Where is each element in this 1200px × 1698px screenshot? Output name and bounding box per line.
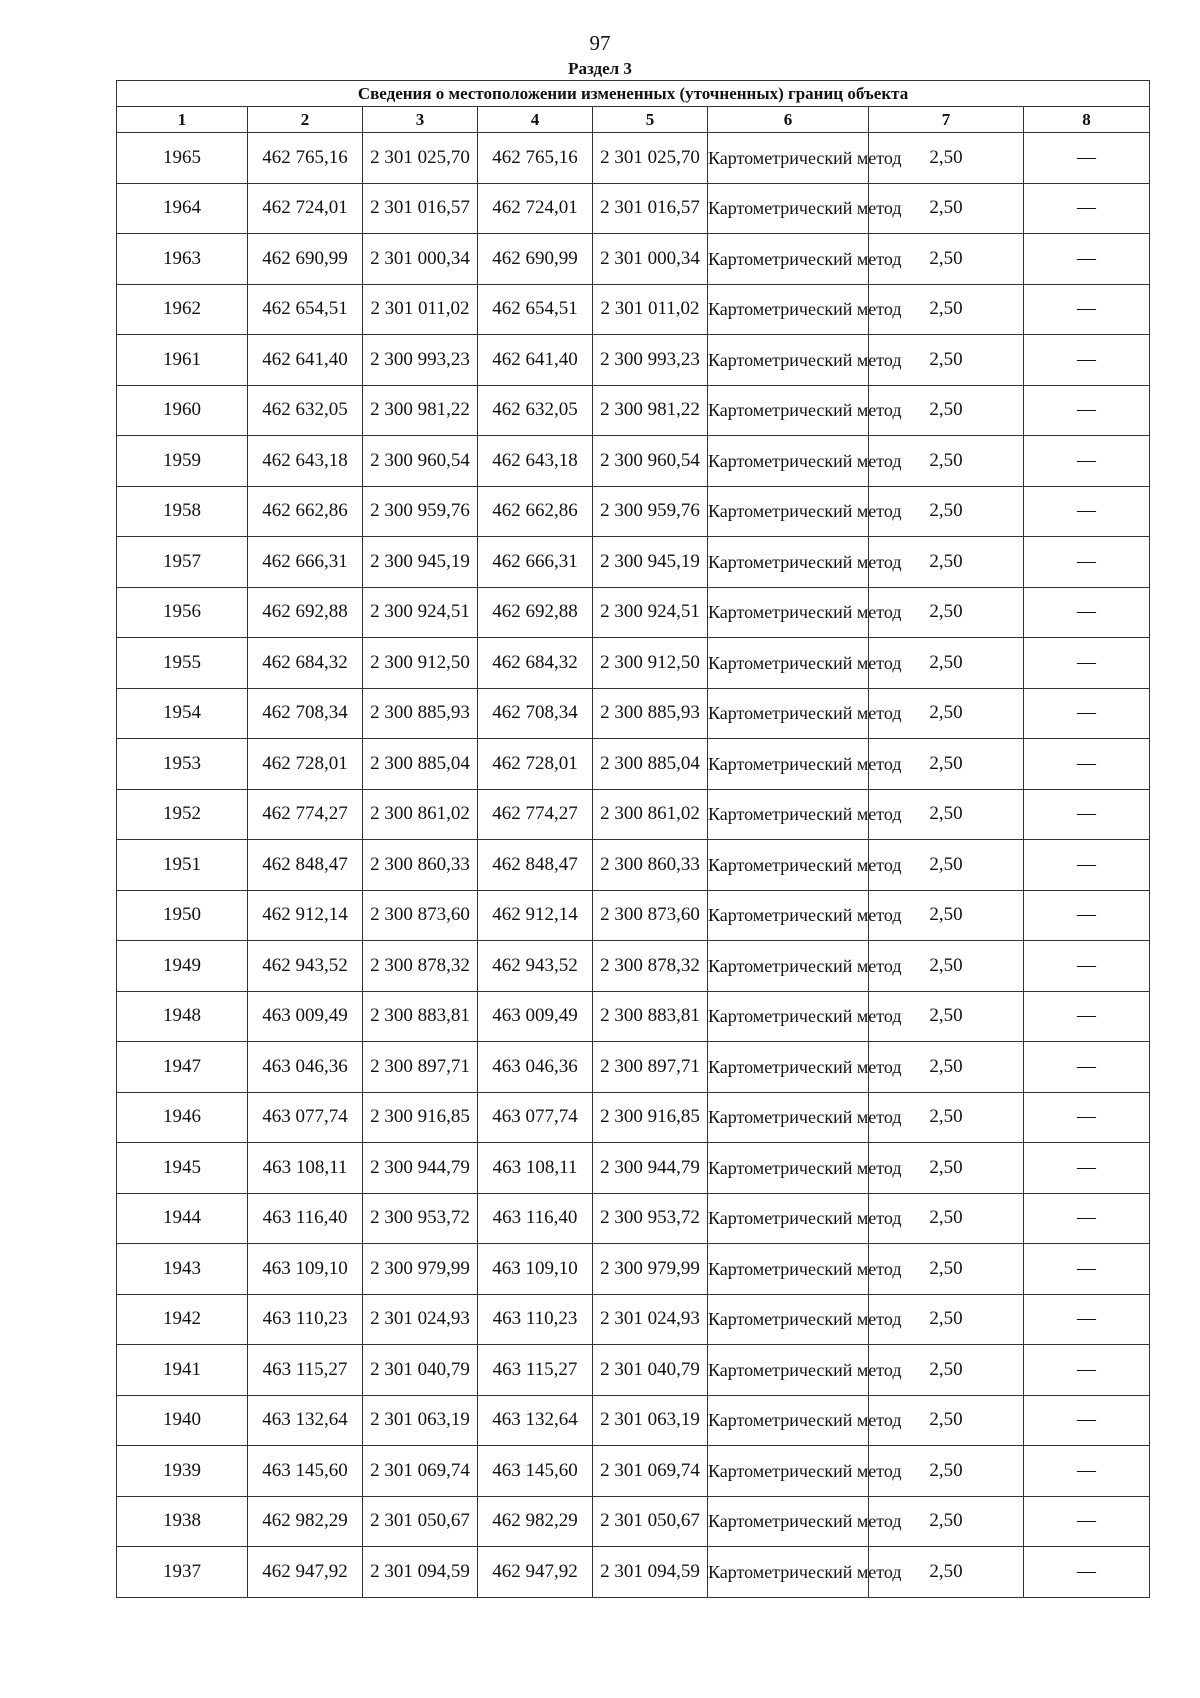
method-cell: Картометрический метод: [708, 638, 869, 689]
note-cell: —: [1024, 941, 1150, 992]
method-cell: Картометрический метод: [708, 1547, 869, 1598]
existing-x-cell: 462 684,32: [248, 638, 363, 689]
refined-x-cell: 463 109,10: [478, 1244, 593, 1295]
accuracy-cell: 2,50: [869, 587, 1024, 638]
refined-x-cell: 463 108,11: [478, 1143, 593, 1194]
existing-y-cell: 2 301 016,57: [363, 183, 478, 234]
table-row: [117, 335, 1150, 386]
point-number-cell: 1964: [117, 183, 248, 234]
note-cell: —: [1024, 789, 1150, 840]
note-cell: —: [1024, 1042, 1150, 1093]
point-number-cell: 1951: [117, 840, 248, 891]
refined-x-cell: 462 724,01: [478, 183, 593, 234]
note-cell: —: [1024, 1395, 1150, 1446]
point-number-cell: 1938: [117, 1496, 248, 1547]
existing-x-cell: 462 912,14: [248, 890, 363, 941]
refined-x-cell: 462 684,32: [478, 638, 593, 689]
refined-x-cell: 463 077,74: [478, 1092, 593, 1143]
refined-y-cell: 2 300 960,54: [593, 436, 708, 487]
refined-y-cell: 2 300 861,02: [593, 789, 708, 840]
accuracy-cell: 2,50: [869, 1143, 1024, 1194]
accuracy-cell: 2,50: [869, 1345, 1024, 1396]
method-cell: Картометрический метод: [708, 1446, 869, 1497]
table-row: [117, 587, 1150, 638]
existing-x-cell: 463 116,40: [248, 1193, 363, 1244]
refined-x-cell: 462 643,18: [478, 436, 593, 487]
column-number-1: 1: [117, 107, 248, 133]
accuracy-cell: 2,50: [869, 234, 1024, 285]
existing-x-cell: 462 724,01: [248, 183, 363, 234]
refined-x-cell: 462 943,52: [478, 941, 593, 992]
note-cell: —: [1024, 1345, 1150, 1396]
refined-x-cell: 462 690,99: [478, 234, 593, 285]
point-number-cell: 1965: [117, 133, 248, 184]
accuracy-cell: 2,50: [869, 335, 1024, 386]
note-cell: —: [1024, 284, 1150, 335]
method-cell: Картометрический метод: [708, 739, 869, 790]
refined-y-cell: 2 300 959,76: [593, 486, 708, 537]
refined-x-cell: 462 774,27: [478, 789, 593, 840]
column-number-6: 6: [708, 107, 869, 133]
existing-x-cell: 463 145,60: [248, 1446, 363, 1497]
method-cell: Картометрический метод: [708, 335, 869, 386]
refined-y-cell: 2 300 878,32: [593, 941, 708, 992]
existing-y-cell: 2 300 944,79: [363, 1143, 478, 1194]
refined-x-cell: 462 912,14: [478, 890, 593, 941]
refined-x-cell: 463 132,64: [478, 1395, 593, 1446]
method-cell: Картометрический метод: [708, 789, 869, 840]
existing-x-cell: 462 708,34: [248, 688, 363, 739]
method-cell: Картометрический метод: [708, 1042, 869, 1093]
column-number-8: 8: [1024, 107, 1150, 133]
existing-y-cell: 2 300 897,71: [363, 1042, 478, 1093]
point-number-cell: 1960: [117, 385, 248, 436]
existing-x-cell: 462 641,40: [248, 335, 363, 386]
refined-y-cell: 2 300 885,93: [593, 688, 708, 739]
method-cell: Картометрический метод: [708, 183, 869, 234]
point-number-cell: 1940: [117, 1395, 248, 1446]
method-cell: Картометрический метод: [708, 537, 869, 588]
accuracy-cell: 2,50: [869, 688, 1024, 739]
method-cell: Картометрический метод: [708, 1193, 869, 1244]
existing-y-cell: 2 300 960,54: [363, 436, 478, 487]
refined-x-cell: 462 662,86: [478, 486, 593, 537]
method-cell: Картометрический метод: [708, 436, 869, 487]
table-row: [117, 1496, 1150, 1547]
point-number-cell: 1959: [117, 436, 248, 487]
note-cell: —: [1024, 537, 1150, 588]
refined-x-cell: 463 009,49: [478, 991, 593, 1042]
refined-y-cell: 2 300 916,85: [593, 1092, 708, 1143]
refined-y-cell: 2 300 924,51: [593, 587, 708, 638]
existing-x-cell: 462 666,31: [248, 537, 363, 588]
method-cell: Картометрический метод: [708, 486, 869, 537]
point-number-cell: 1943: [117, 1244, 248, 1295]
existing-y-cell: 2 300 878,32: [363, 941, 478, 992]
point-number-cell: 1950: [117, 890, 248, 941]
refined-x-cell: 462 728,01: [478, 739, 593, 790]
method-cell: Картометрический метод: [708, 1496, 869, 1547]
point-number-cell: 1939: [117, 1446, 248, 1497]
note-cell: —: [1024, 234, 1150, 285]
table-row: [117, 133, 1150, 184]
accuracy-cell: 2,50: [869, 739, 1024, 790]
existing-y-cell: 2 301 063,19: [363, 1395, 478, 1446]
refined-x-cell: 462 632,05: [478, 385, 593, 436]
accuracy-cell: 2,50: [869, 789, 1024, 840]
refined-y-cell: 2 300 883,81: [593, 991, 708, 1042]
point-number-cell: 1962: [117, 284, 248, 335]
existing-y-cell: 2 300 924,51: [363, 587, 478, 638]
refined-x-cell: 463 115,27: [478, 1345, 593, 1396]
note-cell: —: [1024, 840, 1150, 891]
accuracy-cell: 2,50: [869, 890, 1024, 941]
existing-x-cell: 463 077,74: [248, 1092, 363, 1143]
method-cell: Картометрический метод: [708, 688, 869, 739]
refined-x-cell: 462 708,34: [478, 688, 593, 739]
note-cell: —: [1024, 335, 1150, 386]
refined-x-cell: 462 947,92: [478, 1547, 593, 1598]
existing-y-cell: 2 300 912,50: [363, 638, 478, 689]
existing-y-cell: 2 300 981,22: [363, 385, 478, 436]
point-number-cell: 1949: [117, 941, 248, 992]
refined-x-cell: 462 848,47: [478, 840, 593, 891]
table-body: [117, 133, 1150, 1598]
note-cell: —: [1024, 486, 1150, 537]
existing-y-cell: 2 300 873,60: [363, 890, 478, 941]
refined-y-cell: 2 301 011,02: [593, 284, 708, 335]
existing-x-cell: 463 108,11: [248, 1143, 363, 1194]
note-cell: —: [1024, 1294, 1150, 1345]
refined-y-cell: 2 300 979,99: [593, 1244, 708, 1295]
column-number-row: [117, 107, 1150, 133]
existing-y-cell: 2 300 953,72: [363, 1193, 478, 1244]
point-number-cell: 1941: [117, 1345, 248, 1396]
point-number-cell: 1961: [117, 335, 248, 386]
note-cell: —: [1024, 688, 1150, 739]
refined-x-cell: 462 982,29: [478, 1496, 593, 1547]
existing-x-cell: 462 774,27: [248, 789, 363, 840]
accuracy-cell: 2,50: [869, 284, 1024, 335]
existing-y-cell: 2 301 000,34: [363, 234, 478, 285]
page-number: 97: [589, 31, 611, 55]
accuracy-cell: 2,50: [869, 1496, 1024, 1547]
point-number-cell: 1956: [117, 587, 248, 638]
existing-x-cell: 462 632,05: [248, 385, 363, 436]
method-cell: Картометрический метод: [708, 840, 869, 891]
existing-x-cell: 463 132,64: [248, 1395, 363, 1446]
accuracy-cell: 2,50: [869, 1395, 1024, 1446]
note-cell: —: [1024, 436, 1150, 487]
refined-x-cell: 462 641,40: [478, 335, 593, 386]
note-cell: —: [1024, 1446, 1150, 1497]
section-title: Раздел 3: [568, 59, 632, 78]
refined-y-cell: 2 300 953,72: [593, 1193, 708, 1244]
accuracy-cell: 2,50: [869, 436, 1024, 487]
accuracy-cell: 2,50: [869, 385, 1024, 436]
refined-x-cell: 463 145,60: [478, 1446, 593, 1497]
method-cell: Картометрический метод: [708, 941, 869, 992]
existing-y-cell: 2 300 993,23: [363, 335, 478, 386]
note-cell: —: [1024, 1193, 1150, 1244]
existing-y-cell: 2 300 885,04: [363, 739, 478, 790]
table-row: [117, 991, 1150, 1042]
note-cell: —: [1024, 1143, 1150, 1194]
table-row: [117, 284, 1150, 335]
method-cell: Картометрический метод: [708, 234, 869, 285]
accuracy-cell: 2,50: [869, 133, 1024, 184]
table-row: [117, 688, 1150, 739]
refined-y-cell: 2 300 912,50: [593, 638, 708, 689]
point-number-cell: 1948: [117, 991, 248, 1042]
point-number-cell: 1952: [117, 789, 248, 840]
refined-y-cell: 2 301 063,19: [593, 1395, 708, 1446]
note-cell: —: [1024, 133, 1150, 184]
column-number-7: 7: [869, 107, 1024, 133]
accuracy-cell: 2,50: [869, 941, 1024, 992]
refined-y-cell: 2 301 016,57: [593, 183, 708, 234]
note-cell: —: [1024, 890, 1150, 941]
accuracy-cell: 2,50: [869, 486, 1024, 537]
existing-y-cell: 2 301 069,74: [363, 1446, 478, 1497]
column-number-2: 2: [248, 107, 363, 133]
existing-y-cell: 2 300 860,33: [363, 840, 478, 891]
table-row: [117, 436, 1150, 487]
column-number-5: 5: [593, 107, 708, 133]
existing-x-cell: 463 110,23: [248, 1294, 363, 1345]
refined-x-cell: 463 116,40: [478, 1193, 593, 1244]
point-number-cell: 1963: [117, 234, 248, 285]
method-cell: Картометрический метод: [708, 890, 869, 941]
accuracy-cell: 2,50: [869, 183, 1024, 234]
refined-x-cell: 462 666,31: [478, 537, 593, 588]
table-row: [117, 1345, 1150, 1396]
existing-x-cell: 462 943,52: [248, 941, 363, 992]
table-row: [117, 1395, 1150, 1446]
table-row: [117, 537, 1150, 588]
existing-x-cell: 462 662,86: [248, 486, 363, 537]
point-number-cell: 1957: [117, 537, 248, 588]
point-number-cell: 1954: [117, 688, 248, 739]
table-row: [117, 840, 1150, 891]
existing-x-cell: 462 643,18: [248, 436, 363, 487]
note-cell: —: [1024, 1547, 1150, 1598]
refined-x-cell: 463 110,23: [478, 1294, 593, 1345]
refined-y-cell: 2 300 885,04: [593, 739, 708, 790]
table-row: [117, 1547, 1150, 1598]
method-cell: Картометрический метод: [708, 385, 869, 436]
refined-y-cell: 2 300 897,71: [593, 1042, 708, 1093]
refined-y-cell: 2 300 860,33: [593, 840, 708, 891]
existing-y-cell: 2 300 916,85: [363, 1092, 478, 1143]
boundary-coordinates-table: [116, 80, 1150, 1598]
existing-y-cell: 2 301 040,79: [363, 1345, 478, 1396]
accuracy-cell: 2,50: [869, 1294, 1024, 1345]
refined-y-cell: 2 300 981,22: [593, 385, 708, 436]
method-cell: Картометрический метод: [708, 1294, 869, 1345]
table-row: [117, 890, 1150, 941]
refined-y-cell: 2 300 944,79: [593, 1143, 708, 1194]
table-row: [117, 1294, 1150, 1345]
refined-y-cell: 2 301 025,70: [593, 133, 708, 184]
existing-y-cell: 2 301 050,67: [363, 1496, 478, 1547]
note-cell: —: [1024, 587, 1150, 638]
accuracy-cell: 2,50: [869, 991, 1024, 1042]
existing-x-cell: 463 009,49: [248, 991, 363, 1042]
column-number-4: 4: [478, 107, 593, 133]
table-row: [117, 234, 1150, 285]
note-cell: —: [1024, 991, 1150, 1042]
existing-x-cell: 462 848,47: [248, 840, 363, 891]
accuracy-cell: 2,50: [869, 1547, 1024, 1598]
table-row: [117, 1244, 1150, 1295]
existing-y-cell: 2 301 024,93: [363, 1294, 478, 1345]
table-row: [117, 739, 1150, 790]
method-cell: Картометрический метод: [708, 1395, 869, 1446]
method-cell: Картометрический метод: [708, 1345, 869, 1396]
existing-x-cell: 462 728,01: [248, 739, 363, 790]
point-number-cell: 1937: [117, 1547, 248, 1598]
accuracy-cell: 2,50: [869, 537, 1024, 588]
table-caption: Сведения о местоположении измененных (уточненных) границ объекта: [117, 81, 1150, 107]
method-cell: Картометрический метод: [708, 1092, 869, 1143]
refined-x-cell: 462 765,16: [478, 133, 593, 184]
note-cell: —: [1024, 1092, 1150, 1143]
accuracy-cell: 2,50: [869, 840, 1024, 891]
refined-x-cell: 462 692,88: [478, 587, 593, 638]
existing-y-cell: 2 300 979,99: [363, 1244, 478, 1295]
method-cell: Картометрический метод: [708, 991, 869, 1042]
point-number-cell: 1947: [117, 1042, 248, 1093]
refined-y-cell: 2 300 945,19: [593, 537, 708, 588]
table-row: [117, 1092, 1150, 1143]
existing-x-cell: 462 692,88: [248, 587, 363, 638]
existing-y-cell: 2 301 025,70: [363, 133, 478, 184]
method-cell: Картометрический метод: [708, 284, 869, 335]
existing-x-cell: 462 947,92: [248, 1547, 363, 1598]
column-number-3: 3: [363, 107, 478, 133]
table-row: [117, 1446, 1150, 1497]
existing-x-cell: 463 046,36: [248, 1042, 363, 1093]
existing-y-cell: 2 301 011,02: [363, 284, 478, 335]
table-row: [117, 1193, 1150, 1244]
point-number-cell: 1953: [117, 739, 248, 790]
table-row: [117, 183, 1150, 234]
note-cell: —: [1024, 1244, 1150, 1295]
accuracy-cell: 2,50: [869, 638, 1024, 689]
point-number-cell: 1958: [117, 486, 248, 537]
existing-y-cell: 2 301 094,59: [363, 1547, 478, 1598]
existing-x-cell: 462 654,51: [248, 284, 363, 335]
existing-y-cell: 2 300 861,02: [363, 789, 478, 840]
point-number-cell: 1942: [117, 1294, 248, 1345]
table-row: [117, 385, 1150, 436]
existing-x-cell: 463 109,10: [248, 1244, 363, 1295]
table-row: [117, 789, 1150, 840]
method-cell: Картометрический метод: [708, 133, 869, 184]
accuracy-cell: 2,50: [869, 1092, 1024, 1143]
existing-x-cell: 462 765,16: [248, 133, 363, 184]
refined-y-cell: 2 300 993,23: [593, 335, 708, 386]
table-row: [117, 1042, 1150, 1093]
refined-y-cell: 2 300 873,60: [593, 890, 708, 941]
note-cell: —: [1024, 385, 1150, 436]
existing-y-cell: 2 300 945,19: [363, 537, 478, 588]
existing-x-cell: 462 982,29: [248, 1496, 363, 1547]
point-number-cell: 1955: [117, 638, 248, 689]
accuracy-cell: 2,50: [869, 1446, 1024, 1497]
refined-y-cell: 2 301 000,34: [593, 234, 708, 285]
method-cell: Картометрический метод: [708, 587, 869, 638]
point-number-cell: 1944: [117, 1193, 248, 1244]
table-row: [117, 486, 1150, 537]
note-cell: —: [1024, 739, 1150, 790]
refined-y-cell: 2 301 024,93: [593, 1294, 708, 1345]
table-row: [117, 1143, 1150, 1194]
method-cell: Картометрический метод: [708, 1143, 869, 1194]
refined-y-cell: 2 301 069,74: [593, 1446, 708, 1497]
table-row: [117, 941, 1150, 992]
accuracy-cell: 2,50: [869, 1193, 1024, 1244]
accuracy-cell: 2,50: [869, 1244, 1024, 1295]
note-cell: —: [1024, 183, 1150, 234]
table-row: [117, 638, 1150, 689]
refined-y-cell: 2 301 040,79: [593, 1345, 708, 1396]
accuracy-cell: 2,50: [869, 1042, 1024, 1093]
existing-y-cell: 2 300 959,76: [363, 486, 478, 537]
note-cell: —: [1024, 1496, 1150, 1547]
note-cell: —: [1024, 638, 1150, 689]
refined-x-cell: 462 654,51: [478, 284, 593, 335]
existing-y-cell: 2 300 883,81: [363, 991, 478, 1042]
refined-x-cell: 463 046,36: [478, 1042, 593, 1093]
point-number-cell: 1945: [117, 1143, 248, 1194]
point-number-cell: 1946: [117, 1092, 248, 1143]
refined-y-cell: 2 301 094,59: [593, 1547, 708, 1598]
refined-y-cell: 2 301 050,67: [593, 1496, 708, 1547]
existing-y-cell: 2 300 885,93: [363, 688, 478, 739]
existing-x-cell: 463 115,27: [248, 1345, 363, 1396]
existing-x-cell: 462 690,99: [248, 234, 363, 285]
method-cell: Картометрический метод: [708, 1244, 869, 1295]
